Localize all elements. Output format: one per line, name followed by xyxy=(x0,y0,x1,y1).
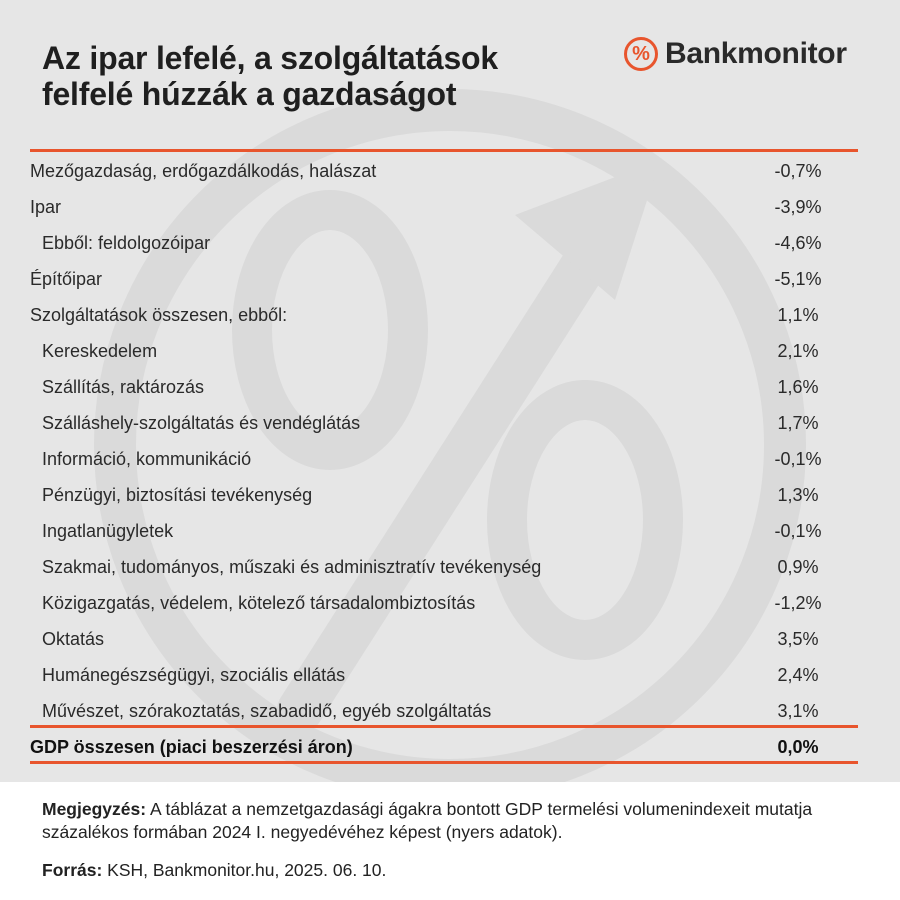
row-label: Ebből: feldolgozóipar xyxy=(42,232,211,253)
total-row xyxy=(30,729,858,765)
table-row xyxy=(30,513,858,549)
row-value: -3,9% xyxy=(774,196,822,217)
table-row xyxy=(30,405,858,441)
row-value: 2,1% xyxy=(777,340,819,361)
table-row xyxy=(30,369,858,405)
row-value: -0,1% xyxy=(774,520,822,541)
table-row xyxy=(30,585,858,621)
table-row xyxy=(30,441,858,477)
note xyxy=(42,798,872,844)
table-row xyxy=(30,153,858,189)
total-top-rule xyxy=(30,725,858,728)
table-row xyxy=(30,693,858,729)
row-label: Ingatlanügyletek xyxy=(42,520,174,541)
row-label: Szakmai, tudományos, műszaki és adminisztratív tevékenység xyxy=(42,556,542,577)
table-row xyxy=(30,477,858,513)
row-value: 1,7% xyxy=(777,412,819,433)
row-value: -4,6% xyxy=(774,232,822,253)
source-label: Forrás: xyxy=(42,860,103,880)
row-value: 0,9% xyxy=(777,556,819,577)
row-value: -5,1% xyxy=(774,268,822,289)
row-label: Kereskedelem xyxy=(42,340,158,361)
source xyxy=(42,860,386,881)
row-value: 3,5% xyxy=(777,628,819,649)
row-value: 1,3% xyxy=(777,484,819,505)
table-row xyxy=(30,621,858,657)
table-bottom-rule xyxy=(30,761,858,764)
table-row xyxy=(30,333,858,369)
gdp-table xyxy=(30,153,858,765)
table-row xyxy=(30,225,858,261)
note-text: A táblázat a nemzetgazdasági ágakra bontott GDP termelési volumenindexeit mutatja százalékos formában 2024 I. negyedévéhez képest (nyers adatok). xyxy=(42,799,813,842)
brand-logo xyxy=(624,36,847,72)
row-value: -1,2% xyxy=(774,592,822,613)
total-value: 0,0% xyxy=(777,736,819,757)
source-text: KSH, Bankmonitor.hu, 2025. 06. 10. xyxy=(102,860,387,880)
row-value: 1,6% xyxy=(777,376,819,397)
note-label: Megjegyzés: xyxy=(42,799,147,819)
row-label: Szolgáltatások összesen, ebből: xyxy=(30,304,288,325)
percent-circle-icon: % xyxy=(624,37,658,71)
row-label: Pénzügyi, biztosítási tevékenység xyxy=(42,484,313,505)
table-row xyxy=(30,657,858,693)
brand-name: Bankmonitor xyxy=(665,37,847,70)
row-label: Oktatás xyxy=(42,628,105,649)
row-value: 3,1% xyxy=(777,700,819,721)
table-row xyxy=(30,297,858,333)
row-value: 2,4% xyxy=(777,664,819,685)
row-label: Közigazgatás, védelem, kötelező társadalombiztosítás xyxy=(42,592,476,613)
row-value: 1,1% xyxy=(777,304,819,325)
table-row xyxy=(30,189,858,225)
row-value: -0,1% xyxy=(774,448,822,469)
title-line-2: felfelé húzzák a gazdaságot xyxy=(42,76,457,112)
row-label: Mezőgazdaság, erdőgazdálkodás, halászat xyxy=(30,160,377,181)
row-label: Információ, kommunikáció xyxy=(42,448,252,469)
page-title xyxy=(42,40,602,112)
table-row xyxy=(30,549,858,585)
row-value: -0,7% xyxy=(774,160,822,181)
row-label: Szállítás, raktározás xyxy=(42,376,205,397)
table-row xyxy=(30,261,858,297)
total-label: GDP összesen (piaci beszerzési áron) xyxy=(30,736,353,757)
row-label: Humánegészségügyi, szociális ellátás xyxy=(42,664,346,685)
table-top-rule xyxy=(30,149,858,152)
row-label: Művészet, szórakoztatás, szabadidő, egyéb szolgáltatás xyxy=(42,700,492,721)
row-label: Szálláshely-szolgáltatás és vendéglátás xyxy=(42,412,361,433)
title-line-1: Az ipar lefelé, a szolgáltatások xyxy=(42,40,498,76)
row-label: Ipar xyxy=(30,196,62,217)
row-label: Építőipar xyxy=(30,268,103,289)
